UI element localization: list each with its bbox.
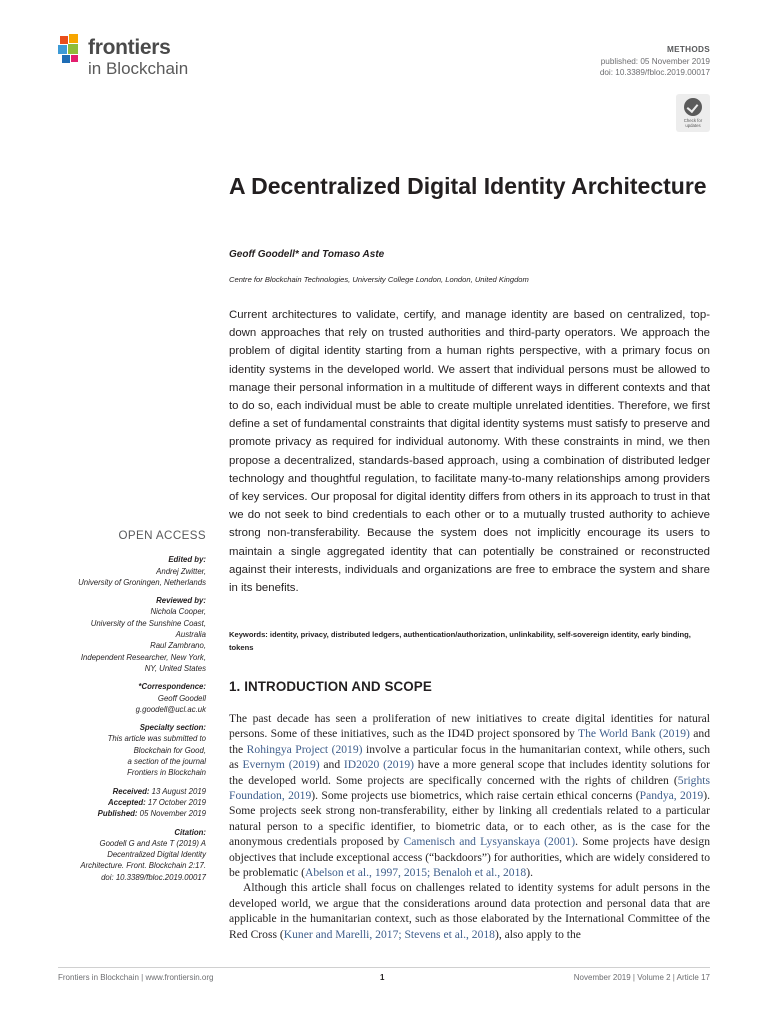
- reviewer-affiliation: Independent Researcher, New York,: [80, 652, 206, 662]
- article-title: A Decentralized Digital Identity Architecture: [229, 173, 707, 199]
- citation-line: Goodell G and Aste T (2019) A: [99, 838, 206, 848]
- section-heading: 1. INTRODUCTION AND SCOPE: [229, 679, 432, 694]
- published-date: published: 05 November 2019: [600, 56, 710, 66]
- affiliation: Centre for Blockchain Technologies, University College London, London, United Kingdom: [229, 275, 529, 284]
- abstract: Current architectures to validate, certify, and manage identity are based on centralized, top-down approaches that rely on trusted authorities and third-party operators. We approach the problem of digital identity starting from a human rights perspective, with a primary focus on identity systems in the developed world. We assert that individual persons must be allowed to manage their personal information in a multitude of different ways in different contexts and that to do so, each individual must be able to create multiple unrelated identities. Therefore, we first define a set of fundamental constraints that digital identity systems must satisfy to preserve and promote privacy as required for individual autonomy. With these constraints in mind, we then propose a decentralized, standards-based approach, using a combination of distributed ledger technology and thoughtful regulation, to facilitate many-to-many relationships among providers of key services. Our proposal for digital identity differs from others in its approach to trust in that we do not seek to bind credentials to each other or to a mutually trusted authority to achieve strong non-transferability. Because the system does not implicitly encourage its users to maintain a single aggregated identity that can potentially be constrained or reconstructed against their interests, individuals and organizations are free to embrace the system and share in its benefits.: [229, 309, 710, 595]
- keywords: Keywords: identity, privacy, distributed ledgers, authentication/authorization, unlinkability, self-sovereign identity, early binding, tokens: [229, 630, 691, 652]
- reviewer-affiliation: NY, United States: [144, 663, 206, 673]
- citation-link[interactable]: Pandya, 2019: [639, 789, 704, 803]
- page-number: 1: [380, 973, 385, 982]
- citation-line: Decentralized Digital Identity: [107, 850, 206, 860]
- citation-link[interactable]: 5rights Foundation, 2019: [229, 773, 710, 803]
- citation-doi[interactable]: doi: 10.3389/fbloc.2019.00017: [101, 872, 206, 882]
- body-paragraph-2: Although this article shall focus on challenges related to identity systems for adult persons in the developed world, we argue that the considerations around data protection and personal data that are applicable in the humanitarian context, such as those elaborated by the International Committee of the Red Cross (Kuner and Marelli, 2017; Stevens et al., 2018), also apply to the: [229, 881, 710, 941]
- article-info-sidebar: [48, 530, 206, 890]
- body-text: [229, 711, 710, 942]
- published-date-sidebar: Published: 05 November 2019: [97, 809, 206, 819]
- check-text-line2: updates: [685, 123, 701, 128]
- logo-word-frontiers: frontiers: [88, 36, 171, 59]
- footer-divider: [58, 967, 710, 968]
- specialty-line: This article was submitted to: [107, 734, 206, 744]
- journal-logo[interactable]: [58, 32, 218, 84]
- footer-issue-info: November 2019 | Volume 2 | Article 17: [573, 973, 710, 982]
- check-text-line1: Check for: [683, 118, 703, 123]
- citation-line: Architecture. Front. Blockchain 2:17.: [80, 861, 206, 871]
- citation-link[interactable]: The World Bank (2019): [577, 727, 690, 741]
- received-date: Received: 13 August 2019: [112, 786, 206, 796]
- specialty-line: Frontiers in Blockchain: [127, 768, 206, 778]
- frontiers-logo-icon: [58, 34, 84, 64]
- article-meta: [600, 44, 710, 79]
- logo-word-journal: in Blockchain: [88, 59, 189, 78]
- reviewer-name[interactable]: Raul Zambrano,: [150, 641, 206, 651]
- footer-journal-link[interactable]: Frontiers in Blockchain | www.frontiersin.org: [58, 973, 214, 982]
- correspondence-email[interactable]: g.goodell@ucl.ac.uk: [135, 704, 206, 714]
- open-access-label: OPEN ACCESS: [118, 529, 206, 542]
- check-for-updates-button[interactable]: [676, 94, 710, 132]
- editor-affiliation: University of Groningen, Netherlands: [78, 577, 206, 587]
- article-type: METHODS: [666, 45, 710, 54]
- specialty-line: a section of the journal: [127, 757, 206, 767]
- reviewer-info: [48, 595, 206, 674]
- correspondence-info: [48, 681, 206, 715]
- specialty-info: [48, 722, 206, 778]
- citation-label: Citation:: [174, 827, 206, 837]
- citation-link[interactable]: Rohingya Project (2019): [246, 742, 363, 756]
- reviewer-affiliation: University of the Sunshine Coast,: [90, 618, 206, 628]
- citation-link[interactable]: Abelson et al., 1997, 2015; Benaloh et al., 2018: [304, 866, 527, 880]
- citation-info: [48, 827, 206, 883]
- edited-by-label: Edited by:: [168, 555, 206, 565]
- citation-link[interactable]: Kuner and Marelli, 2017; Stevens et al., 2018: [283, 927, 495, 941]
- correspondence-name: Geoff Goodell: [157, 693, 206, 703]
- editor-info: [48, 554, 206, 588]
- editor-name[interactable]: Andrej Zwitter,: [156, 566, 206, 576]
- specialty-line: Blockchain for Good,: [133, 745, 206, 755]
- check-icon: [684, 98, 702, 116]
- author-list[interactable]: Geoff Goodell* and Tomaso Aste: [229, 249, 385, 260]
- citation-link[interactable]: Camenisch and Lysyanskaya (2001): [403, 835, 576, 849]
- citation-link[interactable]: Evernym (2019): [242, 758, 320, 772]
- reviewer-affiliation: Australia: [175, 630, 206, 640]
- dates-info: [48, 786, 206, 820]
- reviewer-name[interactable]: Nichola Cooper,: [150, 607, 206, 617]
- specialty-label: Specialty section:: [139, 723, 206, 733]
- correspondence-label: *Correspondence:: [138, 682, 206, 692]
- doi-link[interactable]: doi: 10.3389/fbloc.2019.00017: [599, 68, 710, 77]
- body-paragraph-1: The past decade has seen a proliferation of new initiatives to create digital identities for natural persons. Some of these initiatives, such as the ID4D project sponsored by The World Bank (2019) and the Rohingya Project (2019) involve a particular focus in the humanitarian context, while others, such as Evernym (2019) and ID2020 (2019) have a more general scope that includes identity solutions for the developed world. Some projects are specifically concerned with the rights of children (5rights Foundation, 2019). Some projects use biometrics, which raise certain ethical concerns (Pandya, 2019). Some projects seek strong non-transferability, either by linking all credentials related to a particular natural person to a specific identifier, to biometric data, or to each other, as is the case for the anonymous credentials proposed by Camenisch and Lysyanskaya (2001). Some projects have design objectives that include exceptional access (“backdoors”) for authorities, which are widely considered to be problematic (Abelson et al., 1997, 2015; Benaloh et al., 2018).: [229, 712, 711, 880]
- citation-link[interactable]: ID2020 (2019): [343, 758, 415, 772]
- accepted-date: Accepted: 17 October 2019: [108, 797, 206, 807]
- reviewed-by-label: Reviewed by:: [156, 596, 206, 606]
